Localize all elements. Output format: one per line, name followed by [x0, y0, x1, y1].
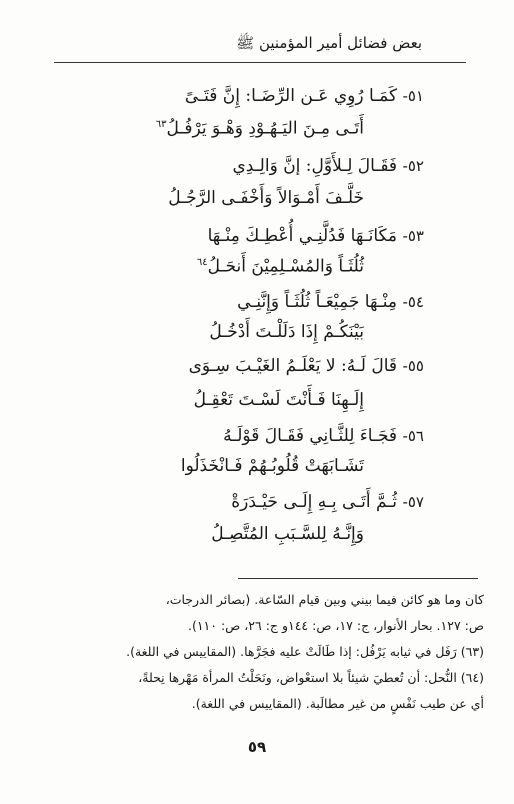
footnote-line: ص: ١٢٧. بحار الأنوار، ج: ١٧، ص: ١٤٤و ج: ٢٦، ص: ١١٠). [187, 618, 484, 633]
verse-54-first-hemistich [237, 294, 424, 311]
verse-53-second-hemistich [197, 258, 364, 276]
verse-52-second-hemistich [168, 190, 364, 207]
hemistich-text: وَإِنَّـهُ لِلسَّـبَبِ المُتَّصِـلُ [211, 524, 364, 544]
footnote-reference: ٦٣ [155, 119, 167, 130]
footnote-line: كان وما هو كائن فيما بيني وبين قيام السّاعة. (بصائر الدرجات، [165, 592, 484, 607]
verse-55-first-hemistich [189, 358, 424, 375]
hemistich-text: مِنْـهَا جَمِيْعَـاً ثُلُثَـاً وَإِنَّنِـي [237, 292, 398, 312]
hemistich-text: أَتَـى مِـنَ اليَـهُـوْدِ وَهْـوَ يَرْفُـلُ [166, 118, 364, 139]
hemistich-text: ثُـمَّ أَتَـى بِـهِ إِلَـى حَيْـدَرَةْ [231, 492, 398, 512]
verse-52-first-hemistich [232, 158, 424, 175]
verse-51-first-hemistich [185, 88, 424, 105]
verse-53-first-hemistich [208, 228, 424, 245]
verse-57-second-hemistich [211, 526, 364, 543]
hemistich-text: تَشَـابَهَتْ قُلُوبُـهُمْ فَـانْخَذَلُوا [180, 456, 364, 476]
verse-number: ٥١- [402, 87, 424, 105]
hemistich-text: ثُلُثَـاً وَالمُسْـلِمِيْنَ أَنحَـلُ [207, 256, 364, 277]
verse-number: ٥٢- [402, 157, 424, 175]
verse-number: ٥٦- [402, 427, 424, 445]
verse-56-first-hemistich [223, 428, 424, 445]
hemistich-text: قَالَ لَـهُ: لا يَعْلَـمُ الغَيْـبَ سِـوَى [188, 356, 398, 376]
footnote-line: (٦٣) رَفَل في ثيابه يَرْفُل: إذا طَالَتْ عليه فجَرَّها. (المقاييس في اللغة). [126, 644, 484, 659]
verse-number: ٥٥- [402, 357, 424, 375]
footnote-line: (٦٤) النُّحل: أن تُعطيَ شيئاً بلا استعْواض، ونَحَلْتُ المرأة مَهْرها نِحلةً، [138, 670, 484, 685]
hemistich-text: مَكَانَـهَا فَدُلَّنِـي أُعْطِـكَ مِنْـهَا [207, 226, 398, 246]
hemistich-text: كَمَـا رُوِي عَـن الرِّضَـا: إِنَّ فَتَـىً [184, 86, 398, 106]
verse-number: ٥٧- [402, 493, 424, 511]
footnotes-rule [238, 578, 478, 579]
verse-57-first-hemistich [231, 494, 424, 511]
verse-number: ٥٤- [402, 293, 424, 311]
page-number: ٥٩ [247, 738, 267, 756]
hemistich-text: فَجَـاءَ لِلثَّـانِي فَقَـالَ قَوْلَـهُ [223, 426, 398, 446]
header-rule [54, 62, 466, 63]
hemistich-text: إِلَـهِنَا فَـأَنْتَ لَسْـتَ تَعْقِـلُ [193, 390, 364, 410]
verse-number: ٥٣- [402, 227, 424, 245]
verse-55-second-hemistich [194, 392, 364, 409]
footnote-line: أي عن طيب نَفْسٍ من غير مطالَبة. (المقاييس في اللغة). [191, 696, 484, 711]
footnote-reference: ٦٤ [196, 257, 208, 268]
running-head: بعض فضائل أمير المؤمنين ﷺ [236, 34, 422, 52]
hemistich-text: فَقَـالَ لِـلأَوَّلِ: إنَّ وَالِـدِي [232, 156, 398, 176]
hemistich-text: خَلَّـفَ أَمْـوَالاً وَأَخْفَـى الرَّجُـلُ [168, 188, 364, 208]
verse-54-second-hemistich [209, 324, 364, 341]
verse-51-second-hemistich [156, 120, 364, 138]
verse-56-second-hemistich [181, 458, 364, 475]
hemistich-text: بَيْنَكُـمْ إِذَا دَلَلْـتَ أَدْخُـلُ [209, 322, 364, 342]
